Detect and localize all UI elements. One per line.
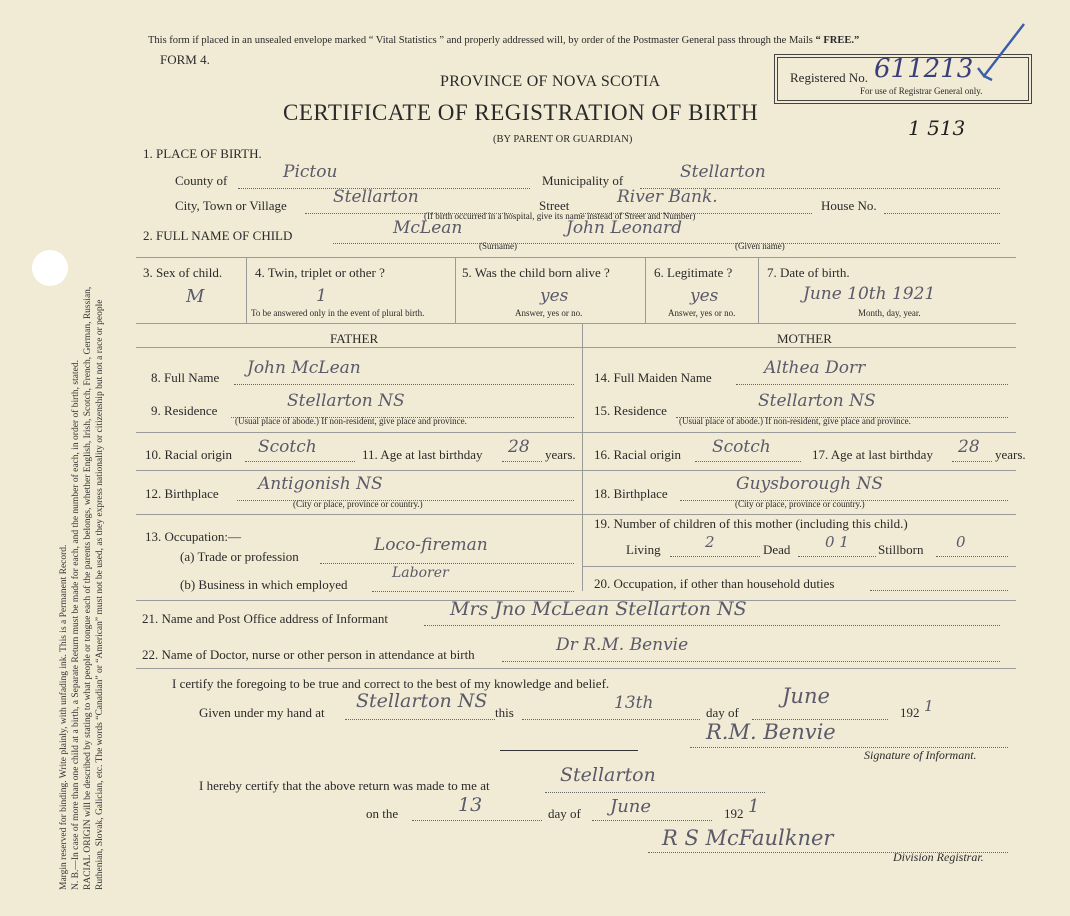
- father-age-label: 11. Age at last birthday: [362, 447, 483, 462]
- mother-birthplace-label: 18. Birthplace: [594, 486, 668, 501]
- mother-residence-label: 15. Residence: [594, 403, 667, 418]
- child-given-name: John Leonard: [566, 218, 683, 238]
- certify-text: I certify the foregoing to be true and correct to the best of my knowledge and belief.: [172, 676, 610, 691]
- mother-racial-label: 16. Racial origin: [594, 447, 682, 462]
- twin-note: To be answered only in the event of plural birth.: [251, 308, 425, 318]
- place-of-birth-heading: 1. PLACE OF BIRTH.: [143, 146, 262, 161]
- father-residence-note: (Usual place of abode.) If non-resident, give place and province.: [235, 416, 467, 426]
- child-surname: McLean: [393, 218, 463, 238]
- margin-line-2: N. B.—In case of more than one child at a birth, a Separate Return must be made for each, and the number of each, in order of birth, stated.: [71, 360, 81, 890]
- doctor-label: 22. Name of Doctor, nurse or other person in attendance at birth: [142, 647, 475, 662]
- dead-label: Dead: [763, 542, 791, 557]
- form-number: FORM 4.: [160, 52, 210, 67]
- legitimate-label: 6. Legitimate ?: [654, 265, 733, 280]
- registrar-day: 13: [458, 794, 483, 816]
- father-age-unit: years.: [545, 447, 576, 462]
- mother-racial-value: Scotch: [712, 437, 771, 457]
- margin-line-3: RACIAL ORIGIN will be described by stating to what people or tongue each of the parents belongs, whether English, Irish, Scotch, French, German, Russian,: [83, 286, 93, 890]
- registrar-day-of-label: day of: [548, 806, 581, 821]
- margin-line-1: Margin reserved for binding. Write plainly, with unfading ink. This is a Permanent Record.: [59, 544, 69, 890]
- municipality-label: Municipality of: [542, 173, 624, 188]
- postal-notice-text: This form if placed in an unsealed envelope marked “ Vital Statistics ” and properly addressed will, by order of the Postmaster General pass through the Mails: [148, 35, 813, 46]
- blue-check-mark: [972, 20, 1032, 92]
- mother-birthplace-note: (City or place, province or country.): [735, 499, 865, 509]
- street-label: Street: [539, 198, 570, 213]
- on-the-label: on the: [366, 806, 399, 821]
- registrar-text: I hereby certify that the above return was made to me at: [199, 778, 490, 793]
- margin-notes: [58, 10, 106, 890]
- father-racial-value: Scotch: [258, 437, 317, 457]
- twin-label: 4. Twin, triplet or other ?: [255, 265, 385, 280]
- registrar-month: June: [610, 796, 652, 817]
- father-name-label: 8. Full Name: [151, 370, 220, 385]
- city-label: City, Town or Village: [175, 198, 287, 213]
- margin-line-4: Ruthenian, Slovak, Galician, etc. The words “Canadian” or “American” must not be used, as they express nationality or citizenship but not a race or people: [95, 299, 105, 890]
- county-value: Pictou: [283, 162, 338, 182]
- certificate-subtitle: (BY PARENT OR GUARDIAN): [493, 134, 633, 145]
- postal-notice: [148, 35, 859, 46]
- mother-age-value: 28: [958, 437, 980, 457]
- father-residence-label: 9. Residence: [151, 403, 218, 418]
- mother-name-label: 14. Full Maiden Name: [594, 370, 712, 385]
- mother-children-label: 19. Number of children of this mother (including this child.): [594, 516, 908, 531]
- stillborn-label: Stillborn: [878, 542, 924, 557]
- given-year-digit: 1: [924, 697, 934, 715]
- father-racial-label: 10. Racial origin: [145, 447, 233, 462]
- dead-value: 0 1: [825, 533, 849, 551]
- municipality-value: Stellarton: [680, 162, 766, 182]
- registrar-place: Stellarton: [560, 764, 656, 786]
- informant-value: Mrs Jno McLean Stellarton NS: [450, 598, 747, 620]
- mother-name-value: Althea Dorr: [764, 358, 866, 378]
- living-value: 2: [705, 533, 715, 551]
- registered-label: Registered No.: [790, 70, 868, 85]
- alive-note: Answer, yes or no.: [515, 308, 583, 318]
- living-label: Living: [626, 542, 661, 557]
- registrar-caption: Division Registrar.: [893, 850, 984, 864]
- mother-residence-note: (Usual place of abode.) If non-resident, give place and province.: [679, 416, 911, 426]
- doctor-value: Dr R.M. Benvie: [556, 635, 689, 655]
- registrar-year-prefix: 192: [724, 806, 744, 821]
- dob-label: 7. Date of birth.: [767, 265, 850, 280]
- father-occupation-label: 13. Occupation:—: [145, 529, 242, 544]
- mother-age-unit: years.: [995, 447, 1026, 462]
- house-label: House No.: [821, 198, 877, 213]
- informant-label: 21. Name and Post Office address of Informant: [142, 611, 388, 626]
- mother-occupation-label: 20. Occupation, if other than household duties: [594, 576, 835, 591]
- mother-birthplace-value: Guysborough NS: [736, 474, 884, 494]
- signature-caption: Signature of Informant.: [864, 748, 977, 762]
- this-label: this: [495, 705, 514, 720]
- mother-age-label: 17. Age at last birthday: [812, 447, 933, 462]
- legitimate-value: yes: [690, 286, 719, 306]
- father-trade-label: (a) Trade or profession: [180, 549, 299, 564]
- legitimate-note: Answer, yes or no.: [668, 308, 736, 318]
- father-business-label: (b) Business in which employed: [180, 577, 348, 592]
- given-place: Stellarton NS: [356, 690, 488, 712]
- given-month: June: [782, 684, 830, 708]
- father-birthplace-note: (City or place, province or country.): [293, 499, 423, 509]
- registered-note: For use of Registrar General only.: [860, 86, 983, 96]
- day-of-label: day of: [706, 705, 739, 720]
- dob-note: Month, day, year.: [858, 308, 921, 318]
- hospital-note: (If birth occurred in a hospital, give its name instead of Street and Number): [424, 211, 696, 221]
- corner-mark: 1 513: [908, 116, 966, 140]
- father-business-value: Laborer: [392, 565, 449, 581]
- postal-free: “ FREE.”: [815, 35, 860, 46]
- registrar-year-digit: 1: [748, 796, 760, 817]
- father-age-value: 28: [508, 437, 530, 457]
- street-value: River Bank.: [617, 187, 718, 207]
- city-value: Stellarton: [333, 187, 419, 207]
- certificate-title: CERTIFICATE OF REGISTRATION OF BIRTH: [283, 100, 759, 125]
- father-name-value: John McLean: [247, 358, 361, 378]
- registrar-signature: R S McFaulkner: [662, 826, 834, 850]
- dob-value: June 10th 1921: [803, 284, 936, 304]
- given-day: 13th: [614, 693, 654, 713]
- surname-note: (Surname): [479, 241, 517, 251]
- father-heading: FATHER: [330, 331, 379, 346]
- mother-heading: MOTHER: [777, 331, 832, 346]
- alive-label: 5. Was the child born alive ?: [462, 265, 610, 280]
- sex-label: 3. Sex of child.: [143, 265, 223, 280]
- given-label: Given under my hand at: [199, 705, 325, 720]
- father-birthplace-label: 12. Birthplace: [145, 486, 219, 501]
- province-title: PROVINCE OF NOVA SCOTIA: [440, 73, 661, 90]
- twin-value: 1: [316, 286, 327, 306]
- given-name-note: (Given name): [735, 241, 785, 251]
- informant-signature: R.M. Benvie: [706, 720, 836, 744]
- stillborn-value: 0: [956, 533, 966, 551]
- given-year-prefix: 192: [900, 705, 920, 720]
- county-label: County of: [175, 173, 228, 188]
- sex-value: M: [186, 286, 205, 307]
- father-birthplace-value: Antigonish NS: [258, 474, 383, 494]
- child-name-label: 2. FULL NAME OF CHILD: [143, 228, 293, 243]
- registered-value: 611213: [874, 54, 974, 84]
- alive-value: yes: [540, 286, 569, 306]
- father-residence-value: Stellarton NS: [287, 391, 405, 411]
- mother-residence-value: Stellarton NS: [758, 391, 876, 411]
- father-trade-value: Loco-fireman: [374, 535, 488, 555]
